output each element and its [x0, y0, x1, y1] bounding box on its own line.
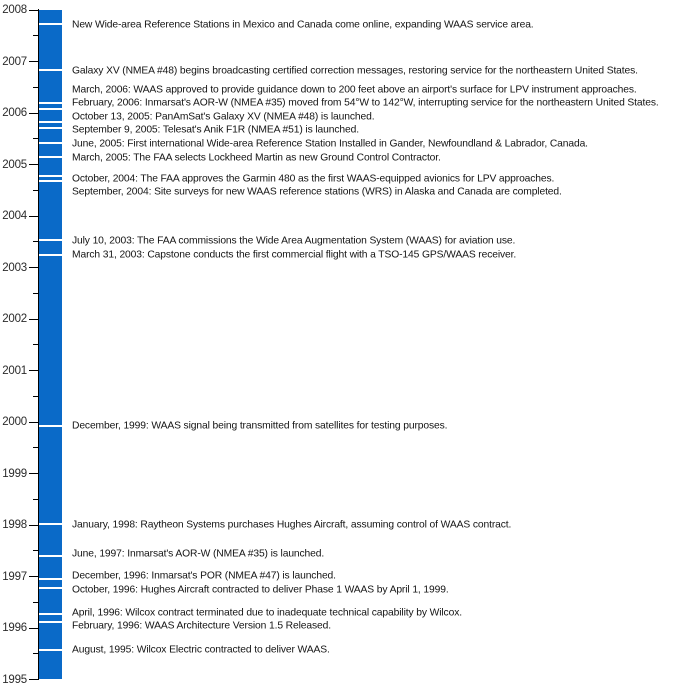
event-marker-line	[39, 108, 62, 110]
event-label: Galaxy XV (NMEA #48) begins broadcasting certified correction messages, restoring service for the northeastern United States.	[72, 65, 638, 77]
event-marker-line	[39, 121, 62, 123]
event-marker-line	[39, 239, 62, 241]
major-tick	[29, 473, 38, 474]
event-marker-line	[39, 555, 62, 557]
year-tick-label: 1999	[2, 467, 27, 480]
event-marker-line	[39, 175, 62, 177]
major-tick	[29, 164, 38, 165]
year-tick-label: 1998	[2, 519, 27, 531]
event-label: March 31, 2003: Capstone conducts the first commercial flight with a TSO-145 GPS/WAAS receiver.	[72, 249, 517, 260]
event-label: April, 1996: Wilcox contract terminated due to inadequate technical capability by Wilcox.	[72, 607, 462, 618]
event-marker-line	[39, 523, 62, 525]
major-tick	[29, 576, 38, 577]
year-tick-label: 2006	[2, 107, 27, 119]
event-marker-line	[39, 180, 62, 182]
major-tick	[29, 319, 38, 320]
event-marker-line	[39, 578, 62, 580]
event-marker-line	[39, 69, 62, 71]
year-tick-label: 2005	[2, 158, 27, 171]
event-marker-line	[39, 425, 62, 427]
event-label: October, 1996: Hughes Aircraft contracted to deliver Phase 1 WAAS by April 1, 1999.	[72, 584, 449, 595]
event-label: June, 1997: Inmarsat's AOR-W (NMEA #35) is launched.	[72, 548, 325, 560]
event-label: October 13, 2005: PanAmSat's Galaxy XV (NMEA #48) is launched.	[72, 111, 375, 122]
event-marker-line	[39, 142, 62, 144]
event-label: March, 2006: WAAS approved to provide guidance down to 200 feet above an airport's surface for LPV instrument approaches.	[72, 84, 637, 95]
event-label: August, 1995: Wilcox Electric contracted to deliver WAAS.	[72, 644, 330, 655]
event-label: January, 1998: Raytheon Systems purchases Hughes Aircraft, assuming control of WAAS contract.	[72, 519, 512, 530]
event-marker-line	[39, 23, 62, 25]
major-tick	[29, 216, 38, 217]
year-tick-label: 2003	[2, 261, 27, 274]
major-tick	[29, 61, 38, 62]
event-marker-line	[39, 613, 62, 615]
year-tick-label: 1995	[2, 673, 27, 686]
year-tick-label: 2004	[2, 210, 27, 222]
major-tick	[29, 267, 38, 268]
year-tick-label: 2002	[2, 313, 27, 325]
event-marker-line	[39, 621, 62, 623]
event-marker-line	[39, 587, 62, 589]
major-tick	[29, 525, 38, 526]
major-tick	[29, 370, 38, 371]
event-label: December, 1999: WAAS signal being transmitted from satellites for testing purposes.	[72, 420, 448, 431]
major-tick	[29, 113, 38, 114]
event-label: New Wide-area Reference Stations in Mexico and Canada come online, expanding WAAS service area.	[72, 19, 534, 31]
year-tick-label: 1996	[2, 622, 27, 634]
major-tick	[29, 628, 38, 629]
event-marker-line	[39, 254, 62, 256]
event-marker-line	[39, 102, 62, 104]
event-label: June, 2005: First international Wide-area Reference Station Installed in Gander, Newfoundland & Labrador, Canada.	[72, 138, 588, 149]
event-label: September, 2004: Site surveys for new WAAS reference stations (WRS) in Alaska and Canada are completed.	[72, 186, 562, 198]
event-label: October, 2004: The FAA approves the Garmin 480 as the first WAAS-equipped avionics for LPV approaches.	[72, 173, 555, 184]
year-tick-label: 2008	[2, 4, 27, 16]
event-marker-line	[39, 156, 62, 158]
event-label: February, 1996: WAAS Architecture Version 1.5 Released.	[72, 620, 331, 632]
event-label: December, 1996: Inmarsat's POR (NMEA #47) is launched.	[72, 570, 336, 581]
year-tick-label: 2000	[2, 416, 27, 428]
major-tick	[29, 10, 38, 11]
event-marker-line	[39, 649, 62, 651]
year-tick-label: 2001	[2, 364, 27, 377]
event-label: March, 2005: The FAA selects Lockheed Martin as new Ground Control Contractor.	[72, 152, 441, 163]
event-label: February, 2006: Inmarsat's AOR-W (NMEA #35) moved from 54°W to 142°W, interrupting service for the northeastern United States.	[72, 97, 659, 109]
year-tick-label: 2007	[2, 55, 27, 68]
event-marker-line	[39, 127, 62, 129]
event-label: July 10, 2003: The FAA commissions the Wide Area Augmentation System (WAAS) for aviation use.	[72, 235, 516, 246]
major-tick	[29, 422, 38, 423]
year-tick-label: 1997	[2, 570, 27, 583]
major-tick	[29, 679, 38, 680]
event-label: September 9, 2005: Telesat's Anik F1R (NMEA #51) is launched.	[72, 124, 359, 136]
